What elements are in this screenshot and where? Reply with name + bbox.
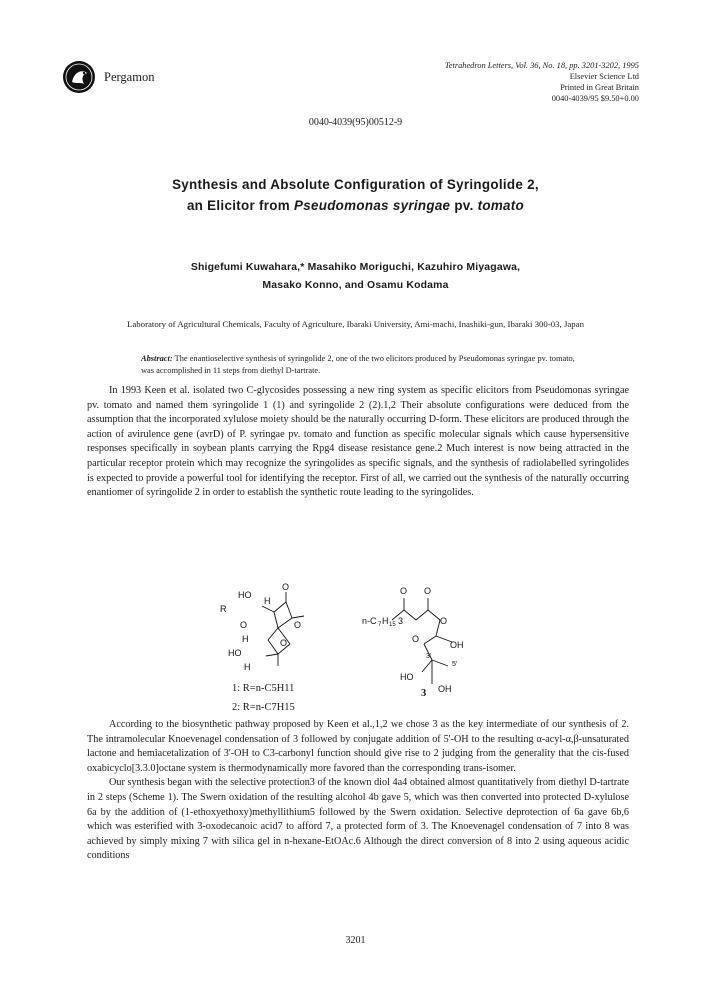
svg-text:3': 3' <box>426 653 432 660</box>
svg-text:O: O <box>294 620 302 630</box>
authors-line-1: Shigefumi Kuwahara,* Masahiko Moriguchi, Kazuhiro Miyagawa, <box>190 262 521 273</box>
abstract-text: The enantioselective synthesis of syringolide 2, one of the two elicitors produced by Pseudomonas syringae pv. tomato, was accomplished in 11 steps from diethyl D-tartrate. <box>141 354 575 375</box>
structure-caption-2: 2: R=n-C7H15 <box>232 702 295 713</box>
authors-line-2: Masako Konno, and Osamu Kodama <box>262 280 449 291</box>
svg-text:H: H <box>244 662 251 672</box>
printed-line: Printed in Great Britain <box>560 83 639 92</box>
struct-label-HO: HO <box>238 590 252 600</box>
svg-text:O: O <box>400 586 408 596</box>
svg-text:O: O <box>424 586 432 596</box>
svg-text:3: 3 <box>398 616 404 626</box>
abstract <box>141 353 587 377</box>
svg-text:H: H <box>382 616 389 626</box>
authors <box>0 259 711 295</box>
svg-text:OH: OH <box>438 684 452 694</box>
publisher-name: Pergamon <box>104 70 155 84</box>
structure-caption-1: 1: R=n-C5H11 <box>232 683 295 694</box>
journal-info <box>445 60 639 104</box>
body-paragraph-2: According to the biosynthetic pathway proposed by Keen et al.,1,2 we chose 3 as the key intermediate of our synthesis of 2. The intramolecular Knoevenagel condensation of 3 followed by conjugate addition of 5'-OH to the resulting α-acyl-α,β-unsaturated lactone and hemiacetalization of 3'-OH to C3-carbonyl function should give rise to 2 judging from the generality that the cis-fused oxabicyclo[3.3.0]octane system is thermodynamically more favored than the corresponding trans-isomer. Our synthesis began with the selective protection3 of the known diol 4a4 obtained almost quantitatively from diethyl D-tartrate in 2 steps (Scheme 1). The Swern oxidation of the resulting alcohol 4b gave 5, which was then converted into protected D-xylulose 6a by the addition of (1-ethoxyethoxy)methyllithium5 followed by the Swern oxidation. Selective deprotection of 6a gave 6b,6 which was esterified with 3-oxodecanoic acid7 to afford 7, a protected form of 3. The Knoevenagel condensation of 7 into 8 was achieved by simply mixing 7 with silica gel in n-hexane-EtOAc.6 Although the direct conversion of 8 into 2 using aqueous acidic conditions <box>87 718 629 864</box>
svg-text:O: O <box>280 638 288 648</box>
svg-text:n-C: n-C <box>362 616 377 626</box>
title-line-2: an Elicitor from Pseudomonas syringae pv. tomato <box>186 198 525 213</box>
svg-text:O: O <box>240 620 248 630</box>
svg-text:H: H <box>242 634 249 644</box>
svg-text:7: 7 <box>378 622 382 628</box>
svg-text:O: O <box>282 582 290 592</box>
title-line-1: Synthesis and Absolute Configuration of Syringolide 2, <box>172 177 539 192</box>
svg-text:O: O <box>440 616 448 626</box>
doi: 0040-4039(95)00512-9 <box>308 117 403 128</box>
abstract-label: Abstract: <box>141 354 173 363</box>
journal-line: Tetrahedron Letters, Vol. 36, No. 18, pp. 3201-3202, 1995 <box>444 61 639 70</box>
body-paragraph-1: In 1993 Keen et al. isolated two C-glycosides possessing a new ring system as specific elicitors from Pseudomonas syringae pv. tomato and named them syringolide 1 (1) and syringolide 2 (2).1,2 Their absolute configurations were deduced from the assumption that the incorporated xylulose moiety should be the naturally occurring D-form. These elicitors are produced through the action of avirulence gene (avrD) of P. syringae pv. tomato and function as specific molecular signals which cause hypersensitive responses specifically in soybean plants carrying the Rpg4 disease resistance gene.2 Much interest is now being attracted in the particular receptor protein which may recognize the syringolides as specific signals, and the synthesis of radiolabelled syringolides is expected to provide a powerful tool for identifying the receptor. First of all, we carried out the synthesis of the naturally occurring enantiomer of syringolide 2 in order to establish the synthetic route leading to the syringolides. <box>87 385 629 499</box>
svg-text:5': 5' <box>452 661 458 668</box>
structure-caption-3: 3 <box>421 688 427 699</box>
svg-text:HO: HO <box>228 648 242 658</box>
affiliation: Laboratory of Agricultural Chemicals, Faculty of Agriculture, Ibaraki University, Ami-machi, Inashiki-gun, Ibaraki 300-03, Japan <box>127 319 584 329</box>
page-number: 3201 <box>345 935 366 946</box>
publisher-line: Elsevier Science Ltd <box>569 72 639 81</box>
svg-text:OH: OH <box>450 640 464 650</box>
chemical-structures <box>200 580 510 700</box>
pergamon-logo-icon <box>62 60 96 94</box>
body-paragraph-3: Our synthesis began with the selective protection3 of the known diol 4a4 obtained almost quantitatively from diethyl D-tartrate in 2 steps (Scheme 1). The Swern oxidation of the resulting alcohol 4b gave 5, which was then converted into protected D-xylulose 6a by the addition of (1-ethoxyethoxy)methyllithium5 followed by the Swern oxidation. Selective deprotection of 6a gave 6b,6 which was esterified with 3-oxodecanoic acid7 to afford 7, a protected form of 3. The Knoevenagel condensation of 7 into 8 was achieved by simply mixing 7 with silica gel in n-hexane-EtOAc.6 Although the direct conversion of 8 into 2 using aqueous acidic conditions <box>87 777 629 862</box>
svg-text:HO: HO <box>400 672 414 682</box>
paper-title <box>0 174 711 216</box>
price-line: 0040-4039/95 $9.50+0.00 <box>551 94 639 103</box>
svg-text:H: H <box>264 596 271 606</box>
svg-text:R: R <box>220 604 227 614</box>
svg-text:O: O <box>412 634 420 644</box>
svg-text:15: 15 <box>389 622 396 628</box>
